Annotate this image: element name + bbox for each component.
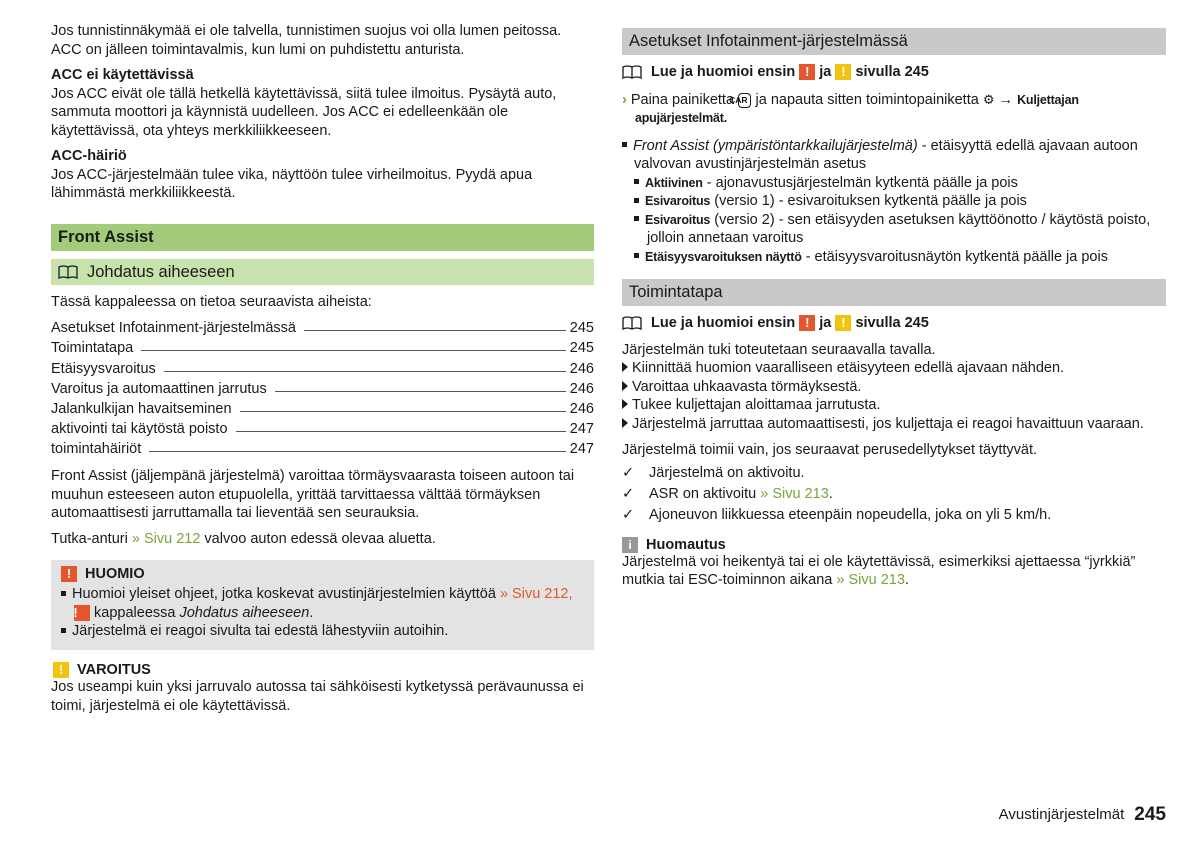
condition-item [622,505,1166,526]
support-text: Tukee kuljettajan aloittamaa jarrutusta. [632,397,881,413]
note-text-part: Järjestelmä voi heikentyä tai ei ole käytettävissä, esimerkiksi ajettaessa “jyrkkiä” mutkia tai ESC-toiminnon aikana [622,553,1136,589]
condition-item [622,463,1166,484]
acc-fault-title: ACC-häiriö [51,148,127,164]
toc-title: Toimintatapa [51,340,134,357]
conditions-intro: Järjestelmä toimii vain, jos seuraavat perusedellytykset täyttyvät. [622,442,1038,458]
settings-step [622,91,1166,128]
toc-leader [304,330,566,331]
sub-list-item [634,248,1166,267]
note-text-part: . [904,572,909,589]
list-item [622,137,1166,174]
read-first-text: ja [819,315,832,331]
warning-icon: ! [74,605,90,621]
book-icon [622,316,642,330]
list-item [622,378,1166,397]
note-header [622,537,1166,553]
bullet-triangle-icon [622,399,628,409]
toc-page: 247 [569,441,594,458]
sub-list-item [634,211,1166,248]
huomio-text: . [309,604,314,621]
condition-text: ASR on aktivoitu [649,485,757,502]
toc-row[interactable] [51,417,594,437]
toc-leader [149,451,566,452]
toc-intro: Tässä kappaleessa on tietoa seuraavista aiheista: [51,293,372,310]
toc-page: 246 [569,400,594,417]
menu-key: Esivaroitus [645,212,711,227]
read-first-text: sivulla 245 [855,315,929,331]
varoitus-text: Jos useampi kuin yksi jarruvalo autossa tai sähköisesti kytketyssä perävaunussa ei toimi, järjestelmä ei ole käytettävissä. [51,679,584,714]
condition-item [622,484,1166,505]
acc-unavailable-title: ACC ei käytettävissä [51,67,194,83]
toc-title: Varoitus ja automaattinen jarrutus [51,380,267,397]
acc-fault-text: Jos ACC-järjestelmään tulee vika, näyttöön tulee virheilmoitus. Pyydä apua lähimmästä merkkiliikkeestä. [51,166,533,201]
menu-key: Aktiivinen [645,175,703,190]
chapter-name: Avustinjärjestelmät [998,806,1125,823]
caution-icon: ! [53,662,69,678]
toc-row[interactable] [51,437,594,457]
step-text: ja napauta sitten toimintopainiketta [755,91,979,108]
sub-text: - etäisyysvaroitusnäytön kytkentä päälle ja pois [805,248,1108,265]
toc-title: toimintahäiriöt [51,441,142,458]
toc-leader [164,371,566,372]
acc-unavailable-text: Jos ACC eivät ole tällä hetkellä käytettävissä, siitä tulee ilmoitus. Pysäytä auto, sammuta moottori ja käynnistä uudelleen. Jos ACC ei edelleenkään ole käytettävissä, ota yhteys merkkiliikkeeseen. [51,85,557,139]
settings-gear-icon: ⚙ [982,91,995,107]
front-assist-italic: Front Assist (ympäristöntarkkailujärjestelmä) [633,137,918,154]
huomio-text: Huomioi yleiset ohjeet, jotka koskevat avustinjärjestelmien käyttöä [72,586,496,603]
menu-key: Etäisyysvaroituksen näyttö [645,249,802,264]
section-title: Front Assist [51,224,594,251]
toc-page: 245 [569,320,594,337]
warning-icon: ! [61,566,77,582]
sub-text: (versio 1) - esivaroituksen kytkentä päälle ja pois [714,193,1027,209]
sub-text: (versio 2) - sen etäisyyden asetuksen käyttöönotto / käytöstä poisto, jolloin annetaan varoitus [647,211,1151,246]
toc-row[interactable] [51,316,594,336]
read-first-text: Lue ja huomioi ensin [651,315,796,331]
front-assist-text: - etäisyyttä edellä ajavaan autoon valvovan avustinjärjestelmän asetus [634,137,1138,172]
support-text: Kiinnittää huomion vaaralliseen etäisyyteen edellä ajavaan nähden. [632,360,1065,376]
page-link[interactable]: » Sivu 213 [760,485,829,502]
toc-row[interactable] [51,377,594,397]
toc-row[interactable] [51,397,594,417]
sub-text: - ajonavustusjärjestelmän kytkentä päälle ja pois [706,174,1018,191]
right-column [622,28,1166,590]
toc-page: 247 [569,421,594,438]
bullet-triangle-icon [622,418,628,428]
page-link[interactable]: » Sivu 213 [836,572,905,589]
check-icon: ✓ [622,485,635,502]
toc-list [51,316,594,457]
list-item [622,415,1166,434]
toc-row[interactable] [51,356,594,376]
read-first-text: ja [819,64,832,80]
bullet-triangle-icon [622,362,628,372]
note-text [622,553,1166,590]
huomio-text: Järjestelmä ei reagoi sivulta tai edestä lähestyviin autoihin. [72,623,449,640]
condition-text: Ajoneuvon liikkuessa eteenpäin nopeudella, joka on yli 5 km/h. [649,506,1052,523]
radar-paragraph [51,530,594,549]
list-item [622,396,1166,415]
book-icon [58,265,78,279]
huomio-text: kappaleessa [94,604,176,621]
toc-leader [275,391,566,392]
toc-title: aktivointi tai käytöstä poisto [51,421,228,438]
toc-leader [236,431,566,432]
step-text: Paina painiketta [630,91,735,108]
condition-text: . [828,485,833,502]
sub-list-item [634,192,1166,211]
toc-row[interactable] [51,336,594,356]
page-number: 245 [1134,804,1166,825]
note-box [622,537,1166,590]
intro-paragraph: Jos tunnistinnäkymää ei ole talvella, tunnistimen suojus voi olla lumen peitossa. ACC on jälleen toimintavalmis, kun lumi on puhdistettu anturista. [51,23,562,58]
caution-icon: ! [835,315,851,331]
toc-leader [240,411,566,412]
step-arrow: → [998,91,1014,108]
toc-page: 245 [569,340,594,357]
menu-key: Esivaroitus [645,194,711,208]
intro-heading-bar [51,259,594,285]
huomio-italic: Johdatus aiheeseen [179,604,310,621]
page-footer [999,804,1166,826]
settings-title: Asetukset Infotainment-järjestelmässä [622,28,1166,55]
varoitus-box [51,662,594,715]
intro-heading: Johdatus aiheeseen [87,262,235,281]
bullet-triangle-icon [622,381,628,391]
radar-text: valvoo auton edessä olevaa aluetta. [204,530,436,547]
note-title: Huomautus [646,536,726,553]
read-first-text: Lue ja huomioi ensin [651,64,796,80]
radar-text: Tutka-anturi [51,530,128,547]
read-first-text: sivulla 245 [855,64,929,80]
toc-page: 246 [569,360,594,377]
toc-title: Asetukset Infotainment-järjestelmässä [51,320,296,337]
huomio-box [51,560,594,650]
read-first-line [622,63,1166,82]
warning-icon: ! [799,315,815,331]
page-link[interactable]: » Sivu 212, [499,586,573,603]
caution-icon: ! [835,64,851,80]
huomio-title: HUOMIO [85,566,145,583]
sub-list-item [634,174,1166,193]
huomio-header [61,566,584,582]
toc-title: Etäisyysvaroitus [51,360,156,377]
info-icon: i [622,537,638,553]
support-text: Järjestelmä jarruttaa automaattisesti, jos kuljettaja ei reagoi havaittuun vaaraan. [632,415,1144,432]
menu-path: Kuljettajan apujärjestelmät. [635,92,1079,125]
toc-page: 246 [569,380,594,397]
warning-icon: ! [799,64,815,80]
car-key-icon: CAR [738,93,751,108]
page-link[interactable]: » Sivu 212 [131,530,201,547]
toc-title: Jalankulkijan havaitseminen [51,400,232,417]
description-paragraph: Front Assist (jäljempänä järjestelmä) varoittaa törmäysvaarasta toiseen autoon tai muuhun esteeseen auton etupuolella, yrittää tarvittaessa välttää törmäyksen automaattisesti jarruttamalla tai lieventää sen seurauksia. [51,468,575,522]
list-item [622,359,1166,378]
check-icon: ✓ [622,506,635,523]
read-first-line [622,314,1166,333]
varoitus-header [53,662,594,678]
list-item [61,585,584,622]
function-title: Toimintatapa [622,279,1166,306]
toc-leader [141,350,566,351]
left-column [51,22,594,715]
book-icon [622,65,642,79]
check-icon: ✓ [622,464,635,481]
list-item [61,622,584,641]
varoitus-title: VAROITUS [77,662,151,679]
condition-text: Järjestelmä on aktivoitu. [649,464,805,481]
support-text: Varoittaa uhkaavasta törmäyksestä. [632,378,862,395]
step-arrow-icon: › [622,91,627,108]
support-intro: Järjestelmän tuki toteutetaan seuraavalla tavalla. [622,341,936,358]
